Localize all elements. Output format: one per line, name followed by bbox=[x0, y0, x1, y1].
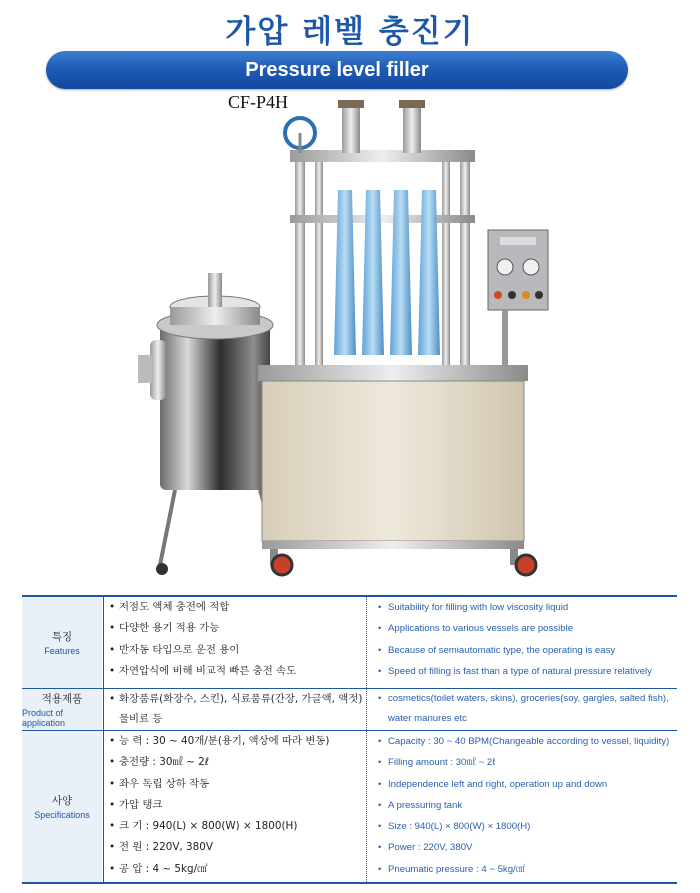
bullet-icon: • bbox=[378, 623, 382, 635]
specifications-category bbox=[22, 731, 102, 882]
list-item: • 전 원 : 220V, 380V bbox=[104, 837, 366, 858]
page-title: 가압 레벨 충진기 bbox=[225, 14, 475, 50]
bullet-icon: • bbox=[109, 798, 116, 811]
products-ko-list bbox=[103, 689, 367, 730]
bullet-icon: • bbox=[109, 862, 116, 875]
list-item: • Because of semiautomatic type, the operating is easy bbox=[374, 640, 677, 661]
banner-title-en: Pressure level filler bbox=[245, 59, 429, 81]
bullet-icon: • bbox=[109, 820, 116, 833]
list-item: • Suitability for filling with low viscosity liquid bbox=[374, 597, 677, 618]
list-item: • 크 기 : 940(L) × 800(W) × 1800(H) bbox=[104, 816, 366, 837]
list-item: • cosmetics(toilet waters, skins), groceries(soy, gargles, salted fish), bbox=[374, 689, 677, 709]
list-item: • Power : 220V, 380V bbox=[374, 837, 677, 858]
bullet-icon: • bbox=[109, 777, 116, 790]
pressure-tank bbox=[138, 273, 273, 575]
list-item: • 화장품류(화장수, 스킨), 식료품류(간장, 가글액, 액젓) bbox=[104, 689, 366, 709]
bullet-icon: • bbox=[378, 602, 382, 613]
category-label-en: Features bbox=[44, 646, 80, 656]
specifications-en-list bbox=[374, 731, 677, 882]
machine-photo bbox=[120, 95, 570, 585]
category-label-ko: 적용제품 bbox=[41, 693, 83, 705]
list-item: • 충전량 : 30㎖ ~ 2ℓ bbox=[104, 752, 366, 773]
list-item: • 좌우 독립 상하 작동 bbox=[104, 774, 366, 795]
list-item: • 자연압식에 비해 비교적 빠른 충전 속도 bbox=[104, 661, 366, 682]
bullet-icon: • bbox=[378, 693, 382, 704]
category-label-ko: 특징 bbox=[51, 631, 73, 643]
features-row bbox=[22, 597, 677, 689]
list-item-continued: 물비료 등 bbox=[119, 713, 163, 725]
products-row bbox=[22, 689, 677, 731]
list-item: • 가압 탱크 bbox=[104, 795, 366, 816]
list-item: • 능 력 : 30 ~ 40개/분(용기, 액상에 따라 변동) bbox=[104, 731, 366, 752]
bullet-icon: • bbox=[109, 622, 116, 635]
list-item: • 공 압 : 4 ~ 5kg/㎠ bbox=[104, 859, 366, 880]
bullet-icon: • bbox=[378, 757, 382, 769]
control-box bbox=[488, 230, 548, 365]
category-label-ko: 사양 bbox=[51, 795, 73, 807]
category-label-en: Specifications bbox=[34, 810, 90, 820]
list-item: • Size : 940(L) × 800(W) × 1800(H) bbox=[374, 816, 677, 837]
features-ko-list bbox=[103, 597, 367, 688]
title-banner bbox=[46, 51, 628, 89]
list-item: • A pressuring tank bbox=[374, 795, 677, 816]
machine-cabinet bbox=[258, 365, 536, 575]
bullet-icon: • bbox=[109, 841, 116, 854]
products-category bbox=[22, 689, 102, 730]
model-number: CF-P4H bbox=[228, 92, 289, 112]
bullet-icon: • bbox=[378, 863, 382, 875]
list-item: • Applications to various vessels are possible bbox=[374, 618, 677, 639]
specifications-row bbox=[22, 731, 677, 882]
list-item-continued: water manures etc bbox=[388, 713, 467, 724]
category-label-en: Product of application bbox=[22, 708, 66, 728]
list-item: • Independence left and right, operation up and down bbox=[374, 774, 677, 795]
bullet-icon: • bbox=[109, 756, 116, 769]
products-en-list bbox=[374, 689, 677, 730]
bullet-icon: • bbox=[378, 644, 382, 656]
features-en-list bbox=[374, 597, 677, 688]
bullet-icon: • bbox=[378, 736, 382, 747]
filling-nozzles bbox=[334, 190, 440, 355]
bullet-icon: • bbox=[109, 601, 116, 613]
list-item: • Capacity : 30 ~ 40 BPM(Changeable according to vessel, liquidity) bbox=[374, 731, 677, 752]
spec-table bbox=[22, 595, 677, 884]
bullet-icon: • bbox=[378, 665, 382, 677]
bullet-icon: • bbox=[378, 799, 382, 811]
list-item: • Filling amount : 30㎖ ~ 2ℓ bbox=[374, 752, 677, 773]
features-category bbox=[22, 597, 102, 688]
list-item: • 다양한 용기 적용 가능 bbox=[104, 618, 366, 639]
list-item: • 반자동 타입으로 운전 용이 bbox=[104, 640, 366, 661]
bullet-icon: • bbox=[109, 735, 116, 747]
bullet-icon: • bbox=[109, 693, 116, 705]
specifications-ko-list bbox=[103, 731, 367, 882]
list-item: • 저점도 액체 충전에 적합 bbox=[104, 597, 366, 618]
bullet-icon: • bbox=[378, 821, 382, 833]
list-item: • Speed of filling is fast than a type of natural pressure relatively bbox=[374, 661, 677, 682]
list-item: • Pneumatic pressure : 4 ~ 5kg/㎠ bbox=[374, 859, 677, 880]
bullet-icon: • bbox=[378, 842, 382, 854]
bullet-icon: • bbox=[109, 643, 116, 656]
bullet-icon: • bbox=[378, 778, 382, 790]
bullet-icon: • bbox=[109, 664, 116, 677]
